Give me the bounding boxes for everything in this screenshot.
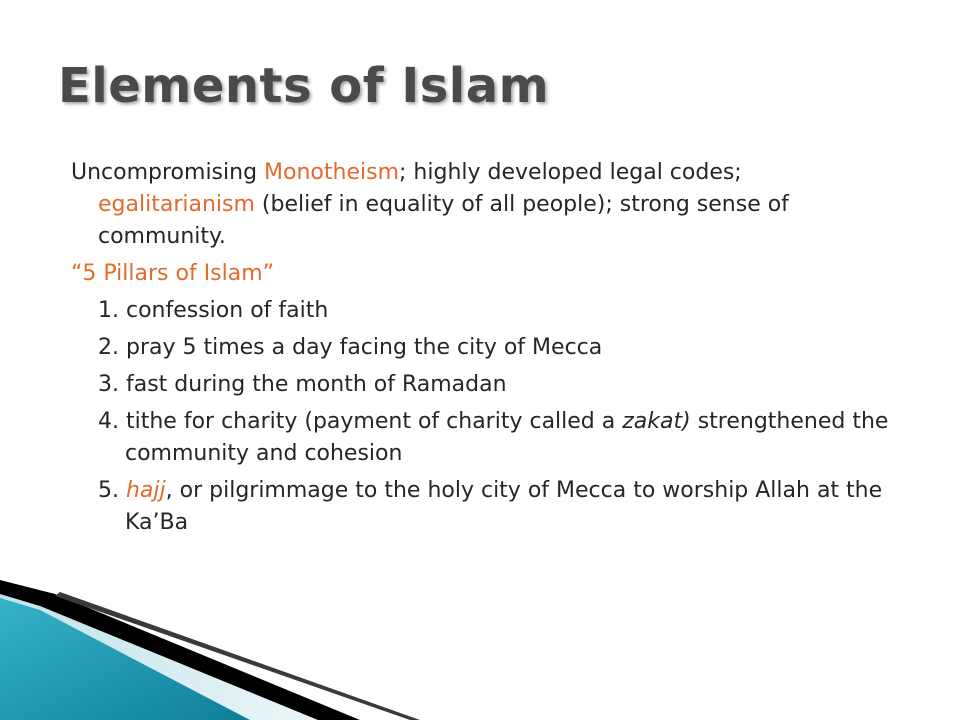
pillar-3-text: 3. fast during the month of Ramadan [98, 372, 507, 397]
pillar-1 [71, 295, 891, 327]
intro-text-2: ; highly developed legal codes; [399, 160, 742, 185]
pillar-4-text-b: strengthened the community and cohesion [125, 409, 889, 466]
slide-body [71, 157, 891, 544]
pillar-2-text: 2. pray 5 times a day facing the city of Mecca [98, 335, 603, 360]
pillar-5 [71, 475, 891, 539]
pillar-5-text: , or pilgrimmage to the holy city of Mecca to worship Allah at the Ka’Ba [125, 478, 883, 535]
intro-paragraph [71, 157, 891, 253]
monotheism-term: Monotheism [264, 160, 400, 185]
intro-text-1: Uncompromising [71, 160, 265, 185]
intro-text-3: (belief in equality of all people); strong sense of community. [98, 192, 789, 249]
pillar-4-text-a: 4. tithe for charity (payment of charity called a [98, 409, 623, 434]
pillar-2 [71, 332, 891, 364]
zakat-term: zakat) [622, 409, 691, 434]
pillars-heading: “5 Pillars of Islam” [71, 261, 275, 286]
hajj-term: hajj [125, 478, 166, 503]
pillar-1-text: 1. confession of faith [98, 298, 329, 323]
pillar-5-number: 5. [98, 478, 126, 503]
pillar-4 [71, 406, 891, 470]
corner-decoration [0, 570, 440, 720]
egalitarianism-term: egalitarianism [98, 192, 255, 217]
pillar-3 [71, 369, 891, 401]
slide-title: Elements of Islam [58, 58, 550, 114]
